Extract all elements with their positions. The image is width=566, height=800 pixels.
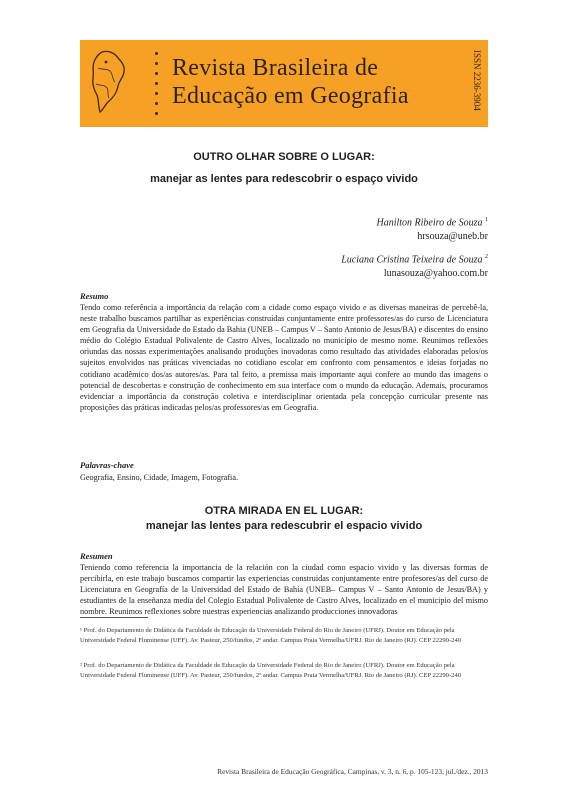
- journal-title-line-1: Revista Brasileira de: [172, 55, 379, 81]
- footnote-divider: [80, 617, 148, 618]
- brazil-map-logo-icon: [88, 48, 128, 118]
- journal-title: [172, 54, 452, 110]
- author-1: [376, 213, 488, 244]
- keywords-text: Geografia, Ensino, Cidade, Imagem, Fotografia.: [80, 473, 239, 482]
- author-2: [341, 250, 488, 281]
- article-subtitle-es: manejar las lentes para redescubrir el espacio vivido: [145, 520, 423, 532]
- author-2-footnote-ref: 2: [485, 254, 488, 260]
- journal-banner: [80, 40, 488, 127]
- resumo-text: Tendo como referência a importância da relação com a cidade como espaço vivido e as diversas maneiras de percebê-la, neste trabalho buscamos partilhar as experiências construídas conjuntamente entre professores/as do curso de Licenciatura em Geografia da Universidade do Estado da Bahia (UNEB – Campus V – Santo Antonio de Jesus/BA) e discentes do ensino médio do Colégio Estadual Polivalente de Castro Alves, localizado no município de mesmo nome. Reunimos reflexões oriundas das nossas experimentações analisando produções inovadoras como resultado das atividades elaboradas pelos/os sujeitos envolvidos nas práticas vivenciadas no cotidiano escolar em confronto com pensamentos e ideias forjadas no cotidiano acadêmico dos/as autores/as. Para tal feito, a premissa mais importante aqui confere ao mundo das imagens o potencial de descobertas e construção de conhecimento em sua interface com o mundo da educação. Ademais, procuramos evidenciar a importância da construção coletiva e interdisciplinar orientada pela concepção curricular presente nas proposições das práticas indicadas pelos/as professores/as em Geografia.: [80, 303, 488, 412]
- journal-title-line-2: Educação em Geografia: [172, 83, 409, 109]
- article-title-pt: OUTRO OLHAR SOBRE O LUGAR:: [193, 151, 375, 163]
- footnote-1: ¹ Prof. do Departamento de Didática da Faculdade de Educação da Universidade Federal do Rio de Janeiro (UFRJ). Doutor em Educação pela Universidade Federal Fluminense (UFF). Av. Pasteur, 250/fundos, 2º andar. Campus Praia Vermelha/UFRJ. Rio de Janeiro (RJ). CEP 22290-240: [80, 627, 462, 644]
- page-footer: Revista Brasileira de Educação Geográfica, Campinas, v. 3, n. 6, p. 105-123, jul./dez., 2013: [217, 767, 488, 776]
- author-1-name: Hanilton Ribeiro de Souza: [376, 217, 483, 229]
- footnote-2: ² Prof. do Departamento de Didática da Faculdade de Educação da Universidade Federal do Rio de Janeiro (UFRJ). Doutor em Educação pela Universidade Federal Fluminense (UFF). Av. Pasteur, 250/fundos, 2º andar. Campus Praia Vermelha/UFRJ. Rio de Janeiro (RJ). CEP 22290-240: [80, 662, 462, 679]
- decorative-dots: [155, 52, 159, 116]
- resumen-text: Teniendo como referencia la importancia de la relación con la ciudad como espacio vivido y las diversas formas de percibirla, en este trabajo buscamos compartir las experiencias construidas conjuntamente entre profesores/as del curso de Licenciatura en Geografía de la Universidad del Estado de Bahía (UNEB– Campus V – Santo Antonio de Jesus/BA) y estudiantes de la enseñanza media del Colegio Estadual Polivalente de Castro Alves, localizado en el municipio del mismo nombre. Reunimos reflexiones sobre nuestras experiencias analizando producciones innovadoras: [80, 563, 488, 617]
- resumo-label: Resumo: [80, 291, 109, 301]
- issn-label: ISSN 2236-3904: [472, 50, 482, 111]
- article-title-es: OTRA MIRADA EN EL LUGAR:: [204, 505, 364, 517]
- resumen-label: Resumen: [80, 551, 113, 561]
- keywords-label: Palavras-chave: [80, 460, 134, 470]
- author-2-name: Luciana Cristina Teixeira de Souza: [341, 254, 483, 266]
- author-1-footnote-ref: 1: [485, 217, 488, 223]
- author-1-email: hrsouza@uneb.br: [417, 231, 488, 243]
- author-2-email: lunasouza@yahoo.com.br: [383, 268, 488, 280]
- article-subtitle-pt: manejar as lentes para redescobrir o espaço vivido: [150, 173, 418, 185]
